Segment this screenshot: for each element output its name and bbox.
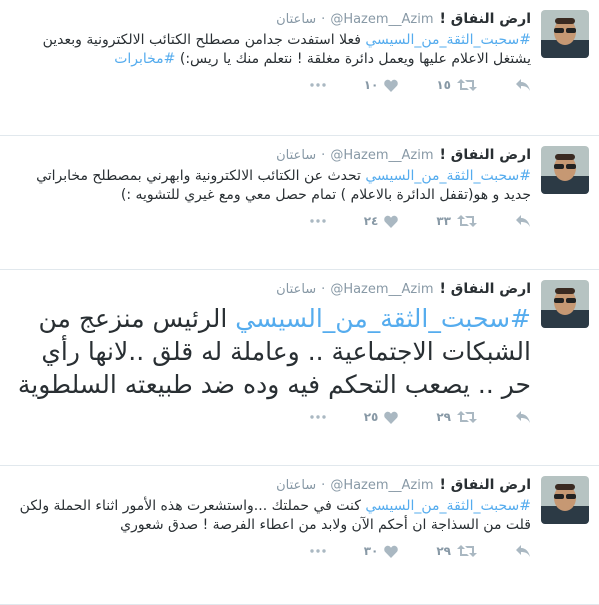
avatar[interactable] bbox=[541, 476, 589, 524]
separator-dot: · bbox=[321, 11, 326, 27]
tweet-actions bbox=[10, 211, 531, 231]
tweet-body: كنت في حملتك ...واستشعرت هذه الأمور اثناء الحملة ولكن قلت من السذاجة ان أحكم الآن ولابد من اعطاء الفرصة ! صدق شعوري bbox=[19, 498, 531, 533]
display-name[interactable]: ارض النفاق ! bbox=[439, 281, 531, 297]
retweet-button[interactable] bbox=[436, 78, 477, 92]
retweet-button[interactable] bbox=[436, 410, 477, 424]
hashtag-link[interactable]: #سحبت_الثقة_من_السيسي bbox=[365, 498, 531, 514]
like-count: ٢٤ bbox=[363, 214, 379, 228]
like-count: ٢٥ bbox=[363, 410, 379, 424]
retweet-icon bbox=[457, 214, 477, 228]
reply-button[interactable] bbox=[515, 78, 531, 92]
more-options-button[interactable] bbox=[310, 549, 326, 553]
timestamp[interactable]: ساعتان bbox=[276, 477, 317, 493]
avatar[interactable] bbox=[541, 146, 589, 194]
avatar[interactable] bbox=[541, 10, 589, 58]
tweet-body: فعلا استفدت جدامن مصطلح الكتائب الالكترونية وبعدين يشتغل الاعلام عليها ويعمل دائرة مغلقة ! نتعلم منك يا ريس:) bbox=[42, 32, 531, 67]
retweet-button[interactable] bbox=[436, 544, 477, 558]
avatar[interactable] bbox=[541, 280, 589, 328]
like-icon bbox=[384, 215, 398, 228]
like-count: ١٠ bbox=[363, 78, 379, 92]
tweet[interactable] bbox=[0, 0, 599, 136]
like-button[interactable] bbox=[364, 410, 399, 424]
tweet[interactable] bbox=[0, 466, 599, 605]
reply-button[interactable] bbox=[515, 214, 531, 228]
like-icon bbox=[384, 79, 398, 92]
reply-icon bbox=[515, 214, 531, 228]
reply-button[interactable] bbox=[515, 544, 531, 558]
display-name[interactable]: ارض النفاق ! bbox=[439, 11, 531, 27]
retweet-count: ٣٣ bbox=[436, 214, 451, 228]
like-button[interactable] bbox=[364, 544, 399, 558]
display-name[interactable]: ارض النفاق ! bbox=[439, 147, 531, 163]
like-button[interactable] bbox=[364, 214, 399, 228]
reply-icon bbox=[515, 78, 531, 92]
separator-dot: · bbox=[321, 147, 326, 163]
tweet-actions bbox=[10, 75, 531, 95]
hashtag-link[interactable]: #سحبت_الثقة_من_السيسي bbox=[365, 168, 531, 184]
tweet-body: تحدث عن الكتائب الالكترونية وابهرني بمصطلح مخابراتي جديد و هو(تقفل الدائرة بالاعلام ) تمام حصل معي ومع غيري للتشويه :) bbox=[36, 168, 531, 203]
tweet[interactable] bbox=[0, 270, 599, 466]
retweet-count: ٢٩ bbox=[436, 544, 451, 558]
more-icon bbox=[310, 549, 326, 553]
tweet[interactable] bbox=[0, 136, 599, 270]
user-handle[interactable]: @Hazem__Azim bbox=[330, 147, 434, 163]
hashtag-link[interactable]: #سحبت_الثقة_من_السيسي bbox=[365, 32, 531, 48]
user-handle[interactable]: @Hazem__Azim bbox=[330, 477, 434, 493]
retweet-icon bbox=[457, 544, 477, 558]
hashtag-link-trailing[interactable]: #مخابرات bbox=[114, 51, 176, 67]
more-options-button[interactable] bbox=[310, 415, 326, 419]
user-handle[interactable]: @Hazem__Azim bbox=[330, 281, 434, 297]
tweet-text bbox=[10, 497, 531, 535]
tweet-text bbox=[10, 31, 531, 69]
more-icon bbox=[310, 219, 326, 223]
reply-button[interactable] bbox=[515, 410, 531, 424]
more-options-button[interactable] bbox=[310, 219, 326, 223]
tweet-actions bbox=[10, 541, 531, 561]
tweet-text bbox=[10, 302, 531, 401]
retweet-button[interactable] bbox=[436, 214, 477, 228]
more-icon bbox=[310, 415, 326, 419]
like-count: ٣٠ bbox=[363, 544, 379, 558]
retweet-count: ١٥ bbox=[436, 78, 451, 92]
retweet-icon bbox=[457, 78, 477, 92]
timestamp[interactable]: ساعتان bbox=[276, 281, 317, 297]
user-handle[interactable]: @Hazem__Azim bbox=[330, 11, 434, 27]
tweet-body: الرئيس منزعج من الشبكات الاجتماعية .. وعاملة له قلق ..لانها رأي حر .. يصعب التحكم فيه وده ضد طبيعته السلطوية bbox=[17, 304, 531, 399]
display-name[interactable]: ارض النفاق ! bbox=[439, 477, 531, 493]
tweet-text bbox=[10, 167, 531, 205]
timestamp[interactable]: ساعتان bbox=[276, 11, 317, 27]
more-icon bbox=[310, 83, 326, 87]
separator-dot: · bbox=[321, 477, 326, 493]
retweet-icon bbox=[457, 410, 477, 424]
tweet-actions bbox=[10, 407, 531, 427]
like-button[interactable] bbox=[364, 78, 399, 92]
reply-icon bbox=[515, 544, 531, 558]
like-icon bbox=[384, 411, 398, 424]
reply-icon bbox=[515, 410, 531, 424]
separator-dot: · bbox=[321, 281, 326, 297]
hashtag-link[interactable]: #سحبت_الثقة_من_السيسي bbox=[235, 304, 531, 333]
timestamp[interactable]: ساعتان bbox=[276, 147, 317, 163]
like-icon bbox=[384, 545, 398, 558]
retweet-count: ٢٩ bbox=[436, 410, 451, 424]
more-options-button[interactable] bbox=[310, 83, 326, 87]
